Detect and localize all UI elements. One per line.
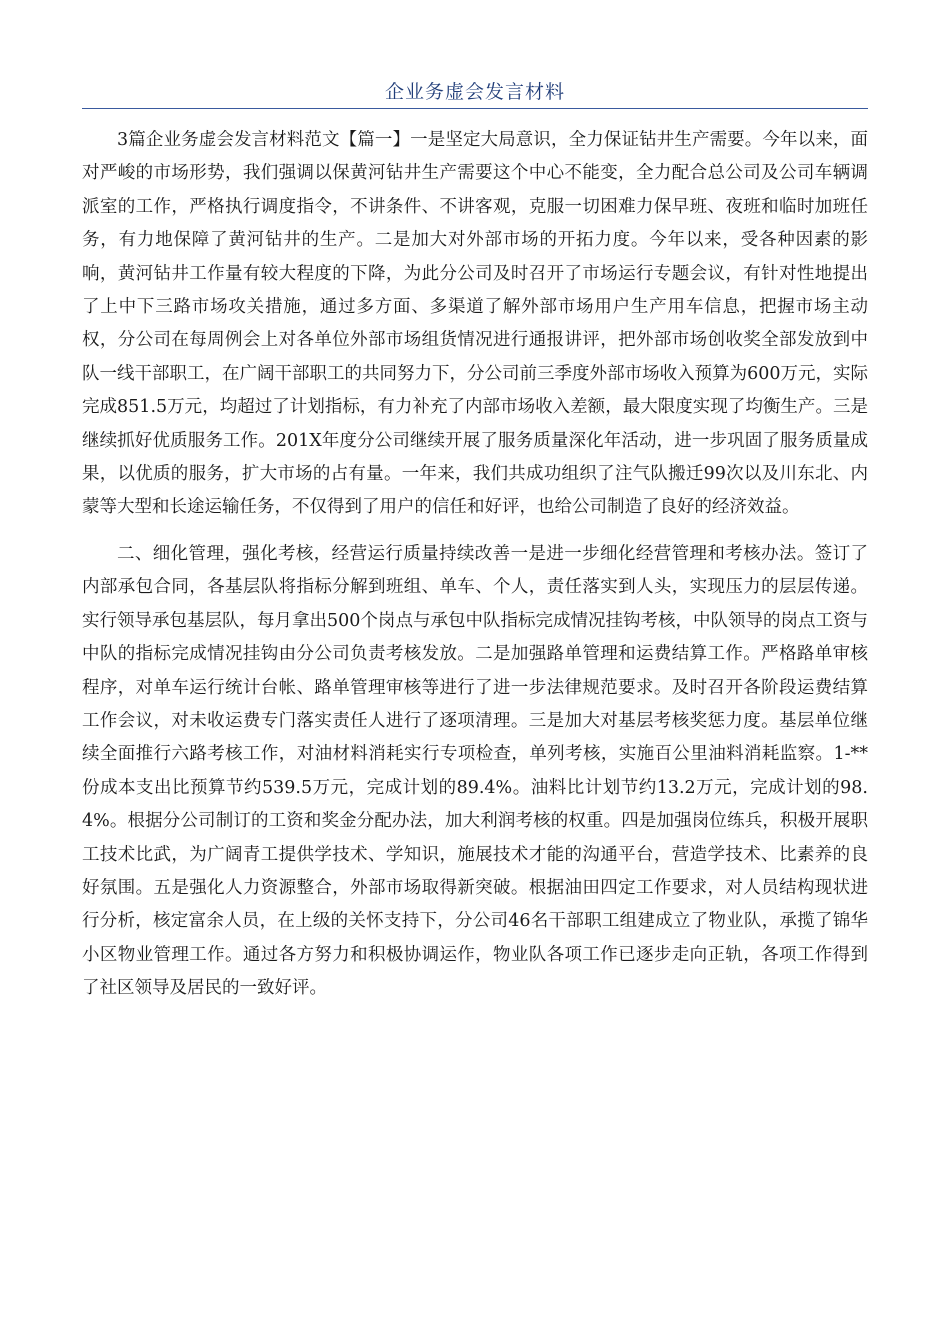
document-header — [82, 78, 868, 106]
body-paragraph-1: 3篇企业务虚会发言材料范文【篇一】一是坚定大局意识，全力保证钻井生产需要。今年以来，面对严峻的市场形势，我们强调以保黄河钻井生产需要这个中心不能变，全力配合总公司及公司车辆调派室的工作，严格执行调度指令，不讲条件、不讲客观，克服一切困难力保早班、夜班和临时加班任务，有力地保障了黄河钻井的生产。二是加大对外部市场的开拓力度。今年以来，受各种因素的影响，黄河钻井工作量有较大程度的下降，为此分公司及时召开了市场运行专题会议，有针对性地提出了上中下三路市场攻关措施，通过多方面、多渠道了解外部市场用户生产用车信息，把握市场主动权，分公司在每周例会上对各单位外部市场组货情况进行通报讲评，把外部市场创收奖全部发放到中队一线干部职工，在广阔干部职工的共同努力下，分公司前三季度外部市场收入预算为600万元，实际完成851.5万元，均超过了计划指标，有力补充了内部市场收入差额，最大限度实现了均衡生产。三是继续抓好优质服务工作。201X年度分公司继续开展了服务质量深化年活动，进一步巩固了服务质量成果，以优质的服务，扩大市场的占有量。一年来，我们共成功组织了注气队搬迁99次以及川东北、内蒙等大型和长途运输任务，不仅得到了用户的信任和好评，也给公司制造了良好的经济效益。 — [82, 130, 868, 518]
document-title: 企业务虚会发言材料 — [384, 81, 565, 103]
body-paragraph-2: 二、细化管理，强化考核，经营运行质量持续改善一是进一步细化经营管理和考核办法。签订了内部承包合同，各基层队将指标分解到班组、单车、个人，责任落实到人头，实现压力的层层传递。实行领导承包基层队，每月拿出500个岗点与承包中队指标完成情况挂钩考核，中队领导的岗点工资与中队的指标完成情况挂钩由分公司负责考核发放。二是加强路单管理和运费结算工作。严格路单审核程序，对单车运行统计台帐、路单管理审核等进行了进一步法律规范要求。及时召开各阶段运费结算工作会议，对未收运费专门落实责任人进行了逐项清理。三是加大对基层考核奖惩力度。基层单位继续全面推行六路考核工作，对油材料消耗实行专项检查，单列考核，实施百公里油料消耗监察。1-**份成本支出比预算节约539.5万元，完成计划的89.4%。油料比计划节约13.2万元，完成计划的98.4%。根据分公司制订的工资和奖金分配办法，加大利润考核的权重。四是加强岗位练兵，积极开展职工技术比武，为广阔青工提供学技术、学知识，施展技术才能的沟通平台，营造学技术、比素养的良好氛围。五是强化人力资源整合，外部市场取得新突破。根据油田四定工作要求，对人员结构现状进行分析，核定富余人员，在上级的关怀支持下，分公司46名干部职工组建成立了物业队，承揽了锦华小区物业管理工作。通过各方努力和积极协调运作，物业队各项工作已逐步走向正轨，各项工作得到了社区领导及居民的一致好评。 — [82, 543, 868, 999]
header-divider — [82, 108, 868, 109]
document-body — [82, 124, 868, 1006]
